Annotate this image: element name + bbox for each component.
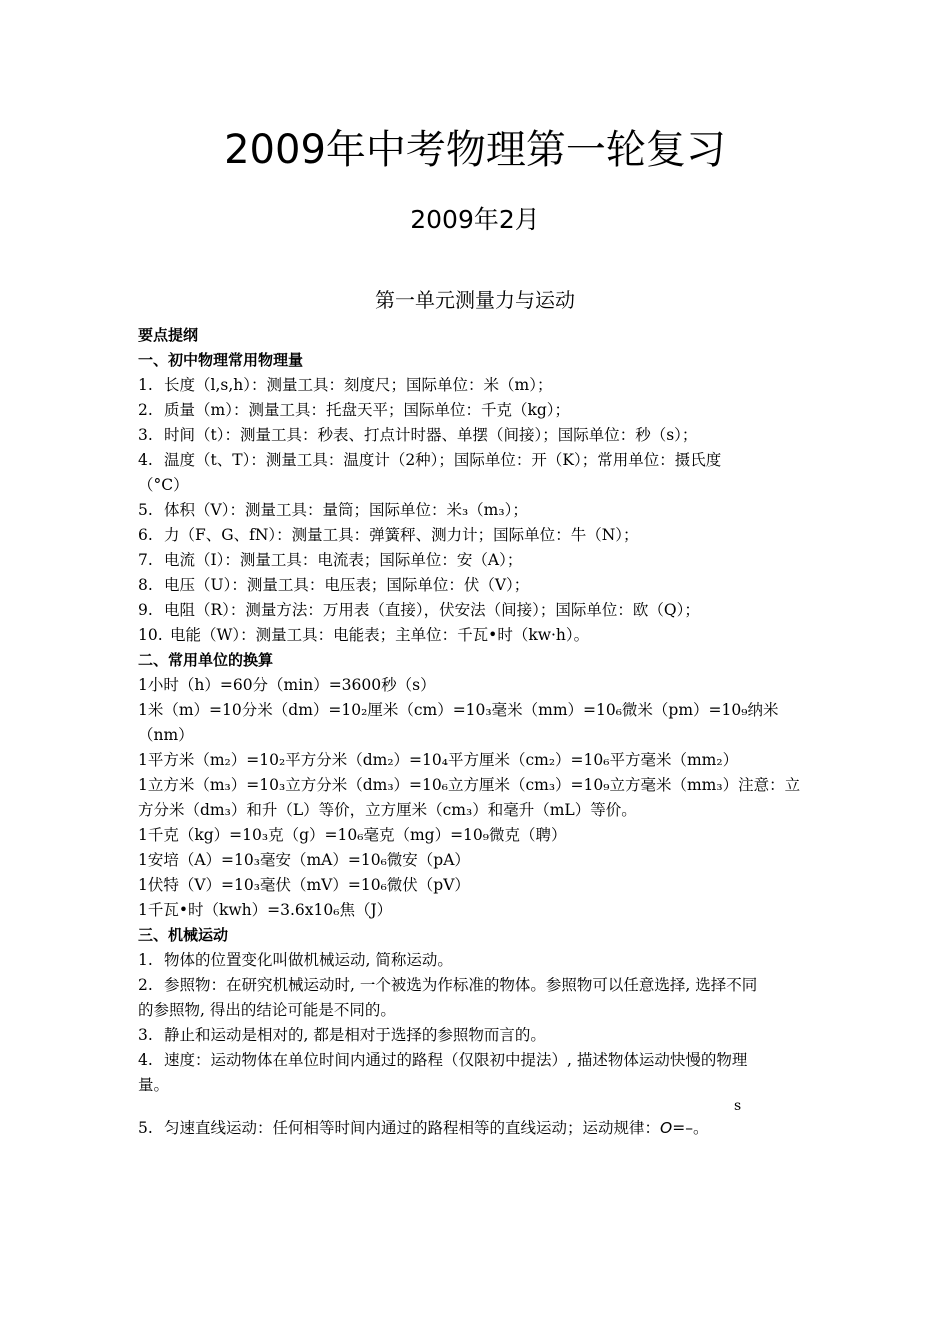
list-item: 10. 电能（W）：测量工具：电能表；主单位：千瓦•时（kw·h）。 [138,626,590,644]
formula-symbol: O [660,1119,673,1137]
section-1-list [138,373,810,648]
list-item: 4. 温度（t、T）：测量工具：温度计（2种）；国际单位：开（K）；常用单位：摄氏度 [138,451,722,469]
section-3-list [138,948,810,1141]
document-title: 2009年中考物理第一轮复习 [224,127,726,173]
document-date: 2009年2月 [410,205,540,234]
unit-title: 第一单元测量力与运动 [375,288,575,312]
list-item: 7. 电流（I）：测量工具：电流表；国际单位：安（A）； [138,551,523,569]
formula-numerator: s [734,1098,742,1114]
conversion-line: （nm） [138,726,194,744]
list-item: 3. 静止和运动是相对的, 都是相对于选择的参照物而言的。 [138,1026,546,1044]
conversion-line: 1平方米（m₂）=10₂平方分米（dm₂）=10₄平方厘米（cm₂）=10₆平方毫米（mm₂） [138,751,739,769]
list-item: 2. 参照物：在研究机械运动时, 一个被选为作标准的物体。参照物可以任意选择, 选择不同 [138,976,758,994]
section-3-heading: 三、机械运动 [138,926,229,944]
list-item: 9. 电阻（R）：测量方法：万用表（直接），伏安法（间接）；国际单位：欧（Q）； [138,601,700,619]
list-item: 1. 长度（l,s,h）：测量工具：刻度尺；国际单位：米（m）； [138,376,553,394]
list-item: 4. 速度：运动物体在单位时间内通过的路程（仅限初中提法）, 描述物体运动快慢的物理 [138,1051,748,1069]
list-item-continuation: （°C） [138,476,189,494]
list-item: 2. 质量（m）：测量工具：托盘天平；国际单位：千克（kg）； [138,401,571,419]
document-body [138,323,810,1141]
list-item: 8. 电压（U）：测量工具：电压表；国际单位：伏（V）； [138,576,530,594]
list-item: s 5. 匀速直线运动：任何相等时间内通过的路程相等的直线运动；运动规律：O=–。 [138,1116,810,1141]
conversion-line: 1米（m）=10分米（dm）=10₂厘米（cm）=10₃毫米（mm）=10₆微米（pm）=10₉纳米 [138,701,779,719]
section-2-heading: 二、常用单位的换算 [138,651,274,669]
list-item-continuation: 的参照物, 得出的结论可能是不同的。 [138,1001,396,1019]
conversion-line: 1千克（kg）=10₃克（g）=10₆毫克（mg）=10₉微克（聘） [138,826,567,844]
formula-rest: =–。 [672,1119,709,1137]
conversion-line: 1伏特（V）=10₃毫伏（mV）=10₆微伏（pV） [138,876,470,894]
list-item: 5. 体积（V）：测量工具：量筒；国际单位：米₃（m₃）； [138,501,528,519]
list-item: 6. 力（F、G、fN）：测量工具：弹簧秤、测力计；国际单位：牛（N）； [138,526,639,544]
outline-heading: 要点提纲 [138,326,199,344]
conversion-line: 方分米（dm₃）和升（L）等价，立方厘米（cm₃）和毫升（mL）等价。 [138,801,637,819]
section-1-heading: 一、初中物理常用物理量 [138,351,304,369]
conversion-line: 1立方米（m₃）=10₃立方分米（dm₃）=10₆立方厘米（cm₃）=10₉立方毫米（mm₃）注意：立 [138,776,801,794]
list-item: 3. 时间（t）：测量工具：秒表、打点计时器、单摆（间接）；国际单位：秒（s）； [138,426,698,444]
conversion-line: 1小时（h）=60分（min）=3600秒（s） [138,676,436,694]
conversion-line: 1安培（A）=10₃毫安（mA）=10₆微安（pA） [138,851,470,869]
list-item-continuation: 量。 [138,1076,170,1094]
section-2-lines [138,673,810,923]
list-item: 1. 物体的位置变化叫做机械运动, 简称运动。 [138,951,453,969]
conversion-line: 1千瓦•时（kwh）=3.6x10₆焦（J） [138,901,393,919]
